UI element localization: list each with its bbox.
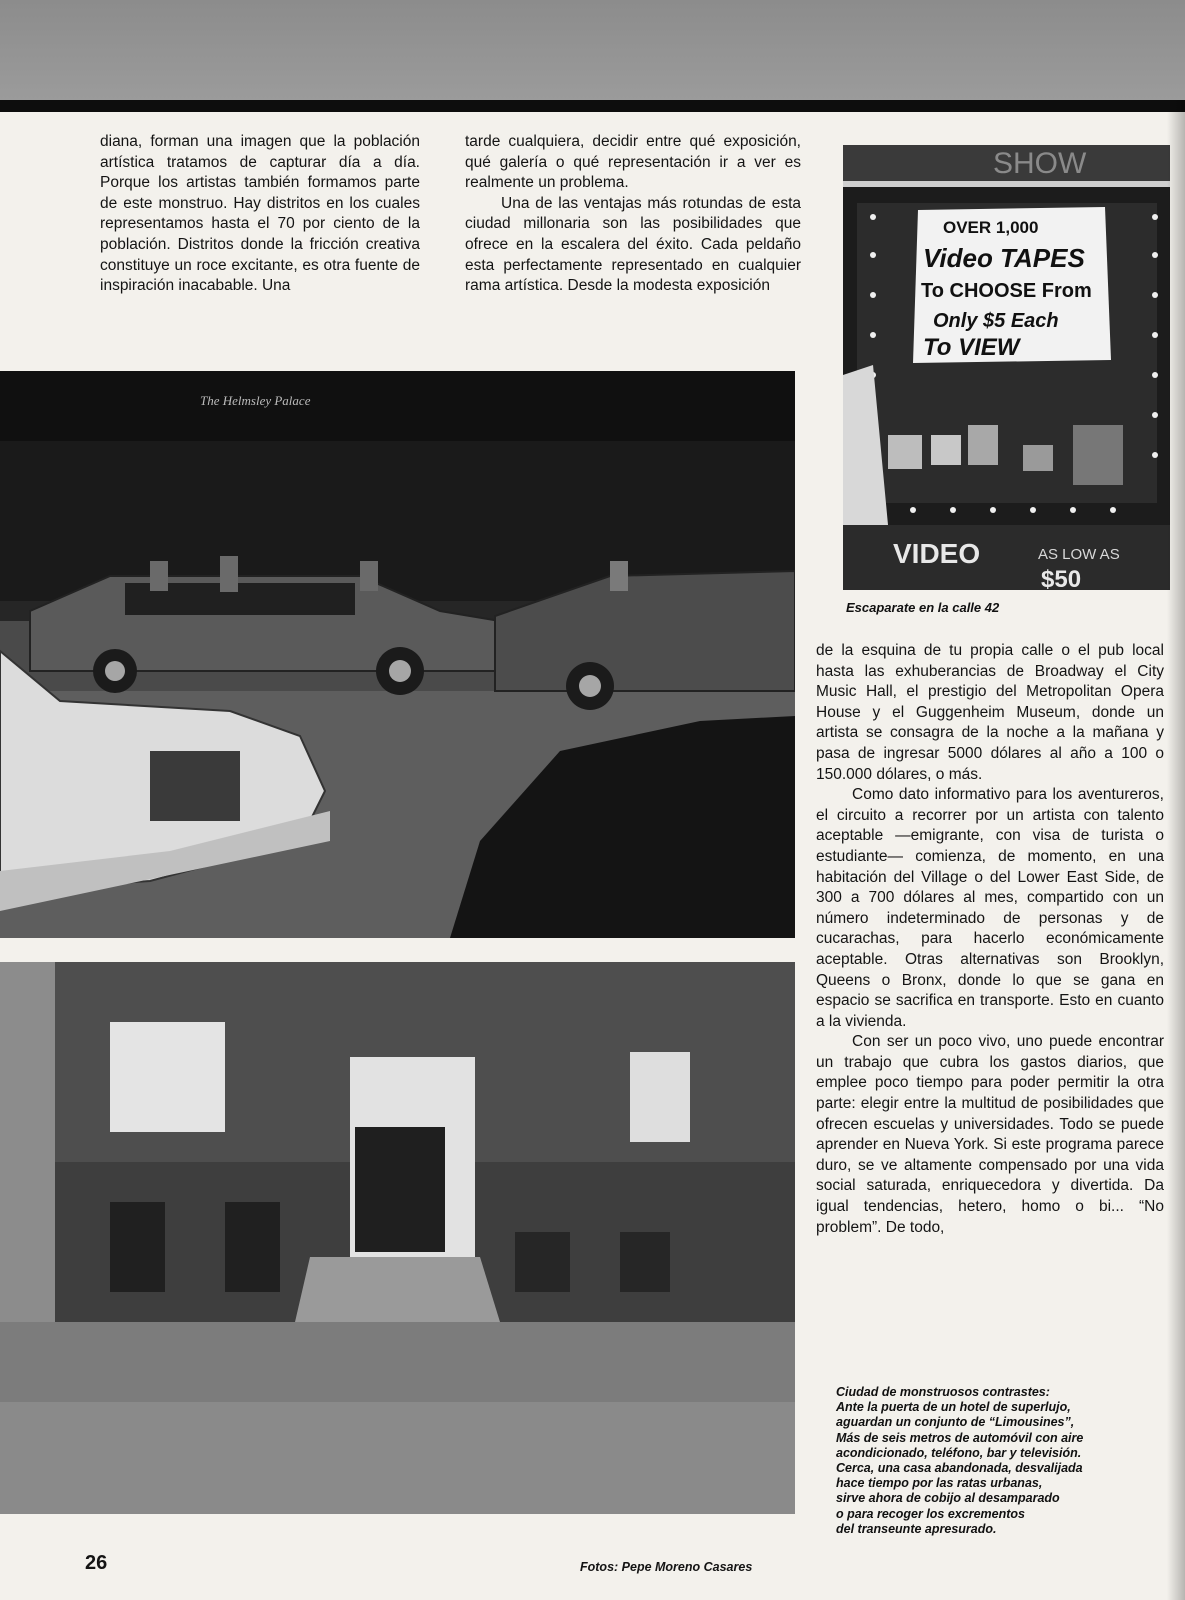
col3-paragraph-2: Como dato informativo para los aventureros, el circuito a recorrer por un artista con talento aceptable —emigrante, con visa de turista o estudiante— comienza, de momento, en una habitación del Village o del Lower East Side, de 300 a 700 dólares al mes, compartido con un número indeterminado de personas y de cucarachas, para hacerlo económicamente aceptable. Otras alternativas son Brooklyn, Queens o Bronx, donde lo que se gana en espacio se sacrifica en transporte. Esto en cuanto a la vivienda. (816, 786, 1164, 1030)
sign-line-5: To VIEW (923, 334, 1020, 361)
page-top-band (0, 0, 1185, 100)
article-column-1 (100, 132, 420, 297)
shop-window-illustration (843, 145, 1170, 590)
shop-caption: Escaparate en la calle 42 (846, 600, 1000, 615)
main-caption: Ciudad de monstruosos contrastes: Ante la puerta de un hotel de superlujo, aguardan un conjunto de “Limousines”, Más de seis metros de automóvil con aire acondicionado, teléfono, bar y televisión. Cerca, una casa abandonada, desvalijada hace tiempo por las ratas urbanas, sirve ahora de cobijo al desamparado o para recoger los excrementos del transeunte apresurado. (836, 1385, 1084, 1536)
sign-line-4: Only $5 Each (933, 310, 1059, 332)
col3-paragraph-3: Con ser un poco vivo, uno puede encontrar un trabajo que cubra los gastos diarios, que emplee poco tiempo para poder permitir la otra parte: elegir entre la multitud de posibilidades que ofrecen escuelas y universidades. Todo se puede aprender en Nueva York. Si este programa parece duro, se ve altamente compensado por una vida social saturada, enriquecedora y divertida. Da igual tendencias, hetero, homo o bi... “No problem”. De todo, (816, 1033, 1164, 1236)
photo-credit: Fotos: Pepe Moreno Casares (580, 1560, 753, 1574)
col2-paragraph-2: Una de las ventajas más rotundas de esta ciudad millonaria son las posibilidades que ofrece en la escalera del éxito. Cada peldaño esta perfectamente representado en cualquier rama artística. Desde la modesta exposición (465, 194, 801, 295)
limousine-illustration (0, 371, 795, 938)
article-column-3 (816, 641, 1164, 1238)
sign-line-1: OVER 1,000 (943, 218, 1039, 237)
hotel-sign: The Helmsley Palace (200, 393, 311, 408)
shop-bottom-aslowas: AS LOW AS (1038, 546, 1120, 563)
shop-bottom-video: VIDEO (893, 538, 981, 569)
sign-line-2: Video TAPES (923, 243, 1085, 273)
col3-paragraph-1: de la esquina de tu propia calle o el pub local hasta las exhuberancias de Broadway el City Music Hall, el prestigio del Metropolitan Opera House y el Guggenheim Museum, donde un artista se consagra de la noche a la mañana y pasa de ingresar 5000 dólares al año a 100 o 150.000 dólares, o más. (816, 642, 1164, 783)
shop-bottom-price: $50 (1041, 566, 1082, 590)
top-rule (0, 100, 1185, 112)
shop-window-photo (843, 145, 1170, 590)
col1-paragraph: diana, forman una imagen que la población artística tratamos de capturar día a día. Porque los artistas también formamos parte de este monstruo. Hay distritos en los cuales representamos hasta el 70 por ciento de la población. Distritos donde la fricción creativa constituye un roce excitante, es otra fuente de inspiración inacabable. Una (100, 133, 420, 295)
page-edge-shadow (1167, 100, 1185, 1600)
shop-show-text: SHOW (993, 147, 1087, 180)
building-illustration (0, 962, 795, 1514)
abandoned-building-photo (0, 962, 795, 1514)
page-number: 26 (85, 1552, 108, 1574)
col2-paragraph-1: tarde cualquiera, decidir entre qué exposición, qué galería o qué representación ir a ver es realmente un problema. (465, 133, 801, 192)
sign-line-3: To CHOOSE From (921, 280, 1092, 302)
limousine-photo (0, 371, 795, 938)
article-column-2 (465, 132, 801, 297)
